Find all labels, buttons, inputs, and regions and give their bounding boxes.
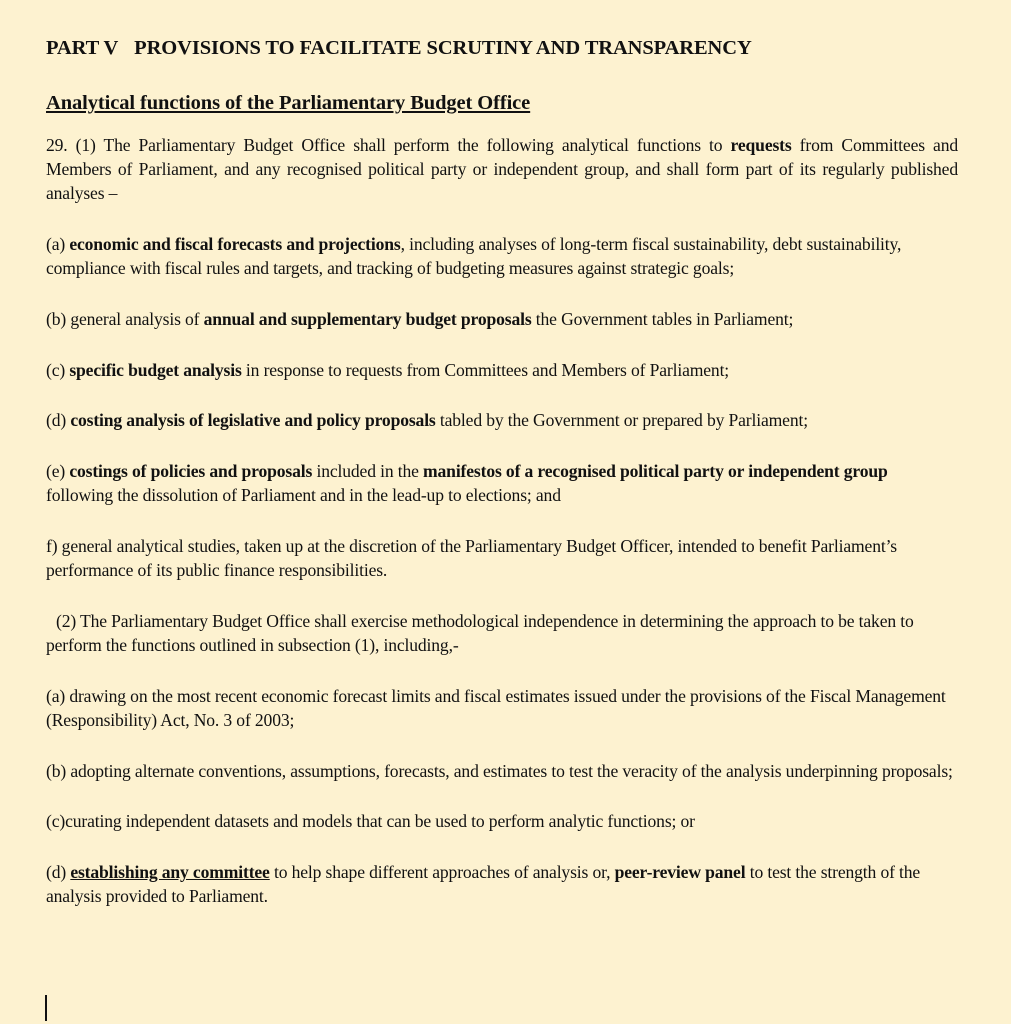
text-run: f) general analytical studies, taken up at the discretion of the Parliamentary Budget Officer, intended to benefit Parliament’s performance of its public finance responsibilities. <box>46 536 898 581</box>
text-run: in response to requests from Committees and Members of Parliament; <box>241 359 730 380</box>
item-b <box>46 307 958 331</box>
text-run: (e) <box>46 461 70 482</box>
item-f <box>46 534 958 582</box>
item2-a <box>46 684 958 732</box>
item2-b <box>46 759 958 783</box>
part-title: PROVISIONS TO FACILITATE SCRUTINY AND TRANSPARENCY <box>134 37 752 59</box>
document-page <box>46 34 958 909</box>
bold-text: requests <box>730 135 792 155</box>
text-run: from Committees and Members of Parliament, and any recognised political party or independent group, and shall form part of its regularly published analyses – <box>46 135 958 204</box>
section-heading: Analytical functions of the Parliamentary Budget Office <box>46 92 531 114</box>
text-cursor[interactable] <box>45 995 47 1021</box>
text-run: , including analyses of long-term fiscal sustainability, debt sustainability, compliance with fiscal rules and targets, and tracking of budgeting measures against strategic goals; <box>46 234 902 279</box>
text-run: 29. (1) The Parliamentary Budget Office shall perform the following analytical functions to <box>46 135 731 155</box>
text-run: to test the strength of the analysis provided to Parliament. <box>46 862 921 907</box>
text-run: (b) adopting alternate conventions, assumptions, forecasts, and estimates to test the veracity of the analysis underpinning proposals; <box>46 760 953 781</box>
bold-text: economic and fiscal forecasts and projections <box>69 234 401 255</box>
item2-d <box>46 860 958 908</box>
part-number: PART V <box>46 37 119 59</box>
text-run: included in the <box>312 461 424 482</box>
text-run: (b) general analysis of <box>46 309 204 330</box>
text-run: the Government tables in Parliament; <box>531 309 794 330</box>
item2-c <box>46 809 958 833</box>
bold-text: costing analysis of legislative and policy proposals <box>70 410 436 431</box>
bold-text: costings of policies and proposals <box>69 461 313 482</box>
bold-text: manifestos of a recognised political party or independent group <box>423 461 888 482</box>
text-run: (a) <box>46 234 70 255</box>
part-heading <box>46 34 958 62</box>
text-run: (a) drawing on the most recent economic forecast limits and fiscal estimates issued under the provisions of the Fiscal Management (Responsibility) Act, No. 3 of 2003; <box>46 685 946 731</box>
text-run: (c) <box>46 359 70 380</box>
item-a <box>46 232 958 280</box>
bold-text: annual and supplementary budget proposals <box>203 309 532 330</box>
subsection-29-2 <box>46 609 958 657</box>
bold-underlined-text: establishing any committee <box>70 862 270 883</box>
text-run: following the dissolution of Parliament and in the lead-up to elections; and <box>46 485 561 506</box>
text-run: (2) The Parliamentary Budget Office shall exercise methodological independence in determining the approach to be taken to perform the functions outlined in subsection (1), including,- <box>46 610 914 656</box>
item-d <box>46 408 958 432</box>
text-run: (d) <box>46 410 71 431</box>
subsection-29-1 <box>46 133 958 206</box>
bold-text: peer-review panel <box>614 862 746 883</box>
bold-text: specific budget analysis <box>69 359 242 380</box>
text-run: to help shape different approaches of analysis or, <box>269 862 615 883</box>
item-c <box>46 358 958 382</box>
item-e <box>46 459 958 507</box>
text-run: tabled by the Government or prepared by Parliament; <box>435 410 808 431</box>
text-run: (c)curating independent datasets and models that can be used to perform analytic functions; or <box>46 811 695 832</box>
text-run: (d) <box>46 862 71 883</box>
